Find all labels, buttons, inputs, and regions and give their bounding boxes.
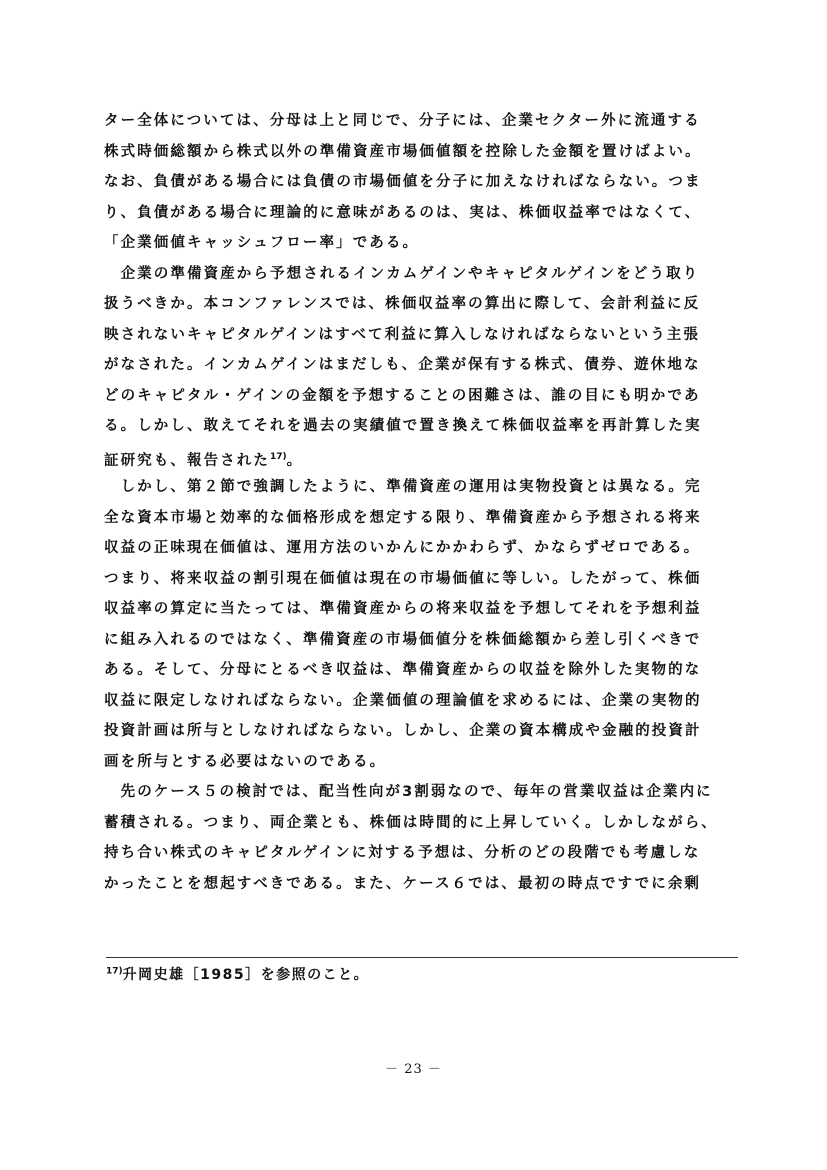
footnote-text: 升岡史雄［1985］を参照のこと。 bbox=[122, 967, 370, 983]
text-line: つまり、将来収益の割引現在価値は現在の市場価値に等しい。したがって、株価 bbox=[104, 570, 702, 587]
footnote-divider bbox=[106, 957, 738, 958]
text-line: 先のケース５の検討では、配当性向が3割弱なので、毎年の営業収益は企業内に bbox=[104, 784, 713, 800]
text-line-with-reference bbox=[104, 442, 744, 473]
text-line: 収益に限定しなければならない。企業価値の理論値を求めるには、企業の実物的 bbox=[104, 692, 702, 709]
text-line: 持ち合い株式のキャピタルゲインに対する予想は、分析のどの段階でも考慮しな bbox=[104, 845, 701, 861]
text-line: 映されないキャピタルゲインはすべて利益に算入しなければならないという主張 bbox=[104, 326, 701, 343]
text-line: 企業の準備資産から予想されるインカムゲインやキャピタルゲインをどう取り bbox=[104, 265, 700, 282]
text-line: り、負債がある場合に理論的に意味があるのは、実は、株価収益率ではなくて、 bbox=[104, 204, 702, 221]
text-line: ター全体については、分母は上と同じで、分子には、企業セクター外に流通する bbox=[104, 113, 701, 129]
text-line: 全な資本市場と効率的な価格形成を想定する限り、準備資産から予想される将来 bbox=[104, 509, 702, 526]
text-line: かったことを想起すべきである。また、ケース６では、最初の時点ですでに余剰 bbox=[104, 875, 702, 892]
footnote-mark: 17) bbox=[106, 966, 123, 977]
text-line: なお、負債がある場合には負債の市場価値を分子に加えなければならない。つま bbox=[104, 174, 702, 190]
text-line: しかし、第２節で強調したように、準備資産の運用は実物投資とは異なる。完 bbox=[104, 479, 702, 495]
text-line: 扱うべきか。本コンファレンスでは、株価収益率の算出に際して、会計利益に反 bbox=[104, 296, 701, 312]
text-segment: 。 bbox=[286, 452, 304, 469]
text-line: 収益の正味現在価値は、運用方法のいかんにかかわらず、かならずゼロである。 bbox=[104, 540, 701, 556]
footnote-reference[interactable]: 17) bbox=[270, 451, 287, 462]
text-line: 投資計画は所与としなければならない。しかし、企業の資本構成や金融的投資計 bbox=[104, 723, 702, 739]
text-line: どのキャピタル・ゲインの金額を予想することの困難さは、誰の目にも明かであ bbox=[104, 387, 701, 404]
body-text bbox=[104, 106, 744, 899]
text-line: 株式時価総額から株式以外の準備資産市場価値額を控除した金額を置けばよい。 bbox=[104, 143, 702, 160]
text-segment: 証研究も、報告された bbox=[104, 452, 270, 469]
footnote bbox=[106, 964, 369, 984]
text-line: 収益率の算定に当たっては、準備資産からの将来収益を予想してそれを予想利益 bbox=[104, 601, 702, 617]
text-line: る。しかし、敢えてそれを過去の実績値で置き換えて株価収益率を再計算した実 bbox=[104, 418, 702, 434]
page-number: － 23 － bbox=[385, 1062, 442, 1077]
text-line: 画を所与とする必要はないのである。 bbox=[104, 753, 387, 770]
text-line: 「企業価値キャッシュフロー率」である。 bbox=[104, 235, 420, 251]
text-line: に組み入れるのではなく、準備資産の市場価値分を株価総額から差し引くべきで bbox=[104, 631, 702, 648]
text-line: 蓄積される。つまり、両企業とも、株価は時間的に上昇していく。しかしながら、 bbox=[104, 814, 718, 831]
text-line: ある。そして、分母にとるべき収益は、準備資産からの収益を除外した実物的な bbox=[104, 662, 702, 678]
text-line: がなされた。インカムゲインはまだしも、企業が保有する株式、債券、遊休地な bbox=[104, 357, 701, 373]
